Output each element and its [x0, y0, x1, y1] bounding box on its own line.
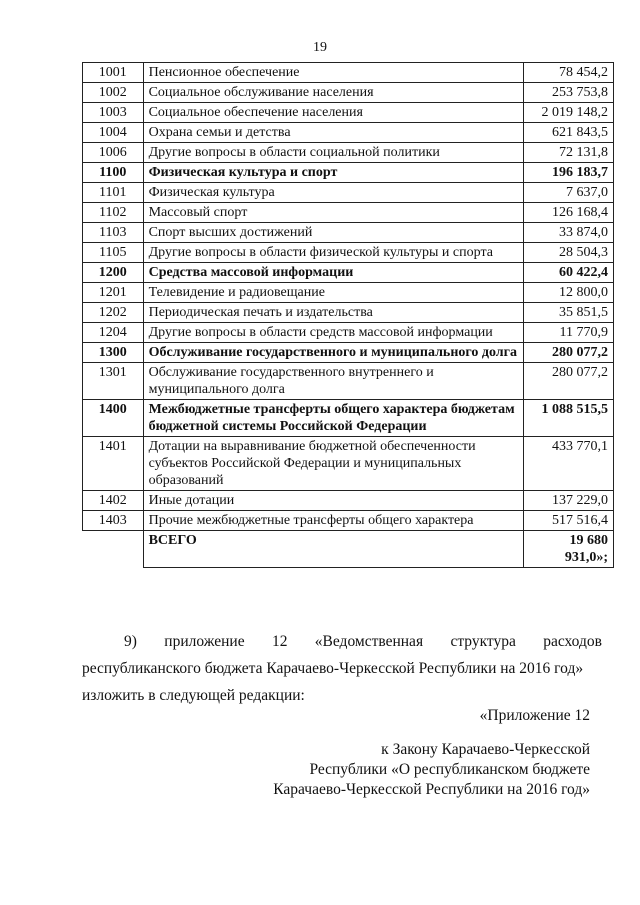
table-row: [83, 83, 614, 103]
row-name: Другие вопросы в области средств массовой информации: [143, 323, 523, 343]
row-amount: 11 770,9: [523, 323, 613, 343]
row-name: Спорт высших достижений: [143, 223, 523, 243]
paragraph-line-3: изложить в следующей редакции:: [82, 687, 305, 704]
table-row: [83, 303, 614, 323]
appendix-line-3: Карачаево-Черкесской Республики на 2016 год»: [273, 781, 590, 798]
row-name: Периодическая печать и издательства: [143, 303, 523, 323]
total-amount: 19 680 931,0»;: [523, 531, 613, 568]
row-amount: 433 770,1: [523, 437, 613, 491]
table-row: [83, 437, 614, 491]
row-amount: 196 183,7: [523, 163, 613, 183]
row-code: 1100: [83, 163, 144, 183]
table-row: [83, 243, 614, 263]
row-code: 1200: [83, 263, 144, 283]
row-code: 1101: [83, 183, 144, 203]
table-row: [83, 123, 614, 143]
row-code: 1204: [83, 323, 144, 343]
table-row: [83, 283, 614, 303]
row-code: 1202: [83, 303, 144, 323]
row-code: 1201: [83, 283, 144, 303]
table-row: [83, 343, 614, 363]
table-row: [83, 63, 614, 83]
row-code: 1001: [83, 63, 144, 83]
table-row: [83, 363, 614, 400]
row-amount: 2 019 148,2: [523, 103, 613, 123]
paragraph-word: приложение: [164, 633, 245, 650]
paragraph-word: 12: [271, 633, 288, 650]
row-amount: 253 753,8: [523, 83, 613, 103]
row-amount: 28 504,3: [523, 243, 613, 263]
row-name: Обслуживание государственного внутреннего и муниципального долга: [143, 363, 523, 400]
table-row: [83, 400, 614, 437]
paragraph-word: 9): [124, 633, 137, 650]
paragraph-word: расходов: [543, 633, 602, 650]
row-amount: 126 168,4: [523, 203, 613, 223]
row-name: Физическая культура: [143, 183, 523, 203]
row-code: 1004: [83, 123, 144, 143]
table-row: [83, 223, 614, 243]
row-name: Средства массовой информации: [143, 263, 523, 283]
row-code: 1105: [83, 243, 144, 263]
row-amount: 280 077,2: [523, 363, 613, 400]
row-name: Телевидение и радиовещание: [143, 283, 523, 303]
paragraph-line-1: [82, 628, 602, 655]
row-amount: 72 131,8: [523, 143, 613, 163]
table-row: [83, 491, 614, 511]
row-name: Прочие межбюджетные трансферты общего характера: [143, 511, 523, 531]
row-code: 1003: [83, 103, 144, 123]
row-amount: 33 874,0: [523, 223, 613, 243]
table-row: [83, 103, 614, 123]
row-amount: 517 516,4: [523, 511, 613, 531]
row-amount: 280 077,2: [523, 343, 613, 363]
table-row: [83, 143, 614, 163]
appendix-line-2: Республики «О республиканском бюджете: [309, 761, 590, 778]
total-code-empty: [83, 531, 144, 568]
row-amount: 1 088 515,5: [523, 400, 613, 437]
row-name: Социальное обеспечение населения: [143, 103, 523, 123]
row-code: 1401: [83, 437, 144, 491]
row-amount: 621 843,5: [523, 123, 613, 143]
row-code: 1006: [83, 143, 144, 163]
row-amount: 137 229,0: [523, 491, 613, 511]
row-amount: 7 637,0: [523, 183, 613, 203]
row-code: 1400: [83, 400, 144, 437]
page-number: 19: [313, 40, 327, 55]
row-name: Социальное обслуживание населения: [143, 83, 523, 103]
row-amount: 35 851,5: [523, 303, 613, 323]
paragraph-word: «Ведомственная: [314, 633, 424, 650]
row-code: 1402: [83, 491, 144, 511]
row-name: Массовый спорт: [143, 203, 523, 223]
paragraph-word: структура: [450, 633, 516, 650]
table-row: [83, 323, 614, 343]
row-code: 1403: [83, 511, 144, 531]
row-name: Охрана семьи и детства: [143, 123, 523, 143]
appendix-line-1: к Закону Карачаево-Черкесской: [381, 741, 590, 758]
row-code: 1301: [83, 363, 144, 400]
paragraph-line-2: республиканского бюджета Карачаево-Черкесской Республики на 2016 год»: [82, 660, 584, 677]
row-name: Физическая культура и спорт: [143, 163, 523, 183]
row-code: 1300: [83, 343, 144, 363]
budget-table: [82, 62, 614, 568]
row-code: 1002: [83, 83, 144, 103]
table-row: [83, 163, 614, 183]
row-amount: 12 800,0: [523, 283, 613, 303]
row-name: Пенсионное обеспечение: [143, 63, 523, 83]
row-name: Иные дотации: [143, 491, 523, 511]
row-name: Межбюджетные трансферты общего характера бюджетам бюджетной системы Российской Федерации: [143, 400, 523, 437]
row-name: Другие вопросы в области физической культуры и спорта: [143, 243, 523, 263]
total-label: ВСЕГО: [143, 531, 523, 568]
row-name: Обслуживание государственного и муниципального долга: [143, 343, 523, 363]
appendix-header: [273, 706, 590, 800]
appendix-title: «Приложение 12: [479, 707, 590, 724]
row-amount: 78 454,2: [523, 63, 613, 83]
row-code: 1103: [83, 223, 144, 243]
budget-table-body: [83, 63, 614, 568]
amendment-paragraph: [82, 628, 602, 709]
row-code: 1102: [83, 203, 144, 223]
table-row: [83, 203, 614, 223]
table-row: [83, 511, 614, 531]
row-name: Дотации на выравнивание бюджетной обеспеченности субъектов Российской Федерации и муниципальных образований: [143, 437, 523, 491]
total-row: [83, 531, 614, 568]
row-name: Другие вопросы в области социальной политики: [143, 143, 523, 163]
table-row: [83, 183, 614, 203]
row-amount: 60 422,4: [523, 263, 613, 283]
table-row: [83, 263, 614, 283]
